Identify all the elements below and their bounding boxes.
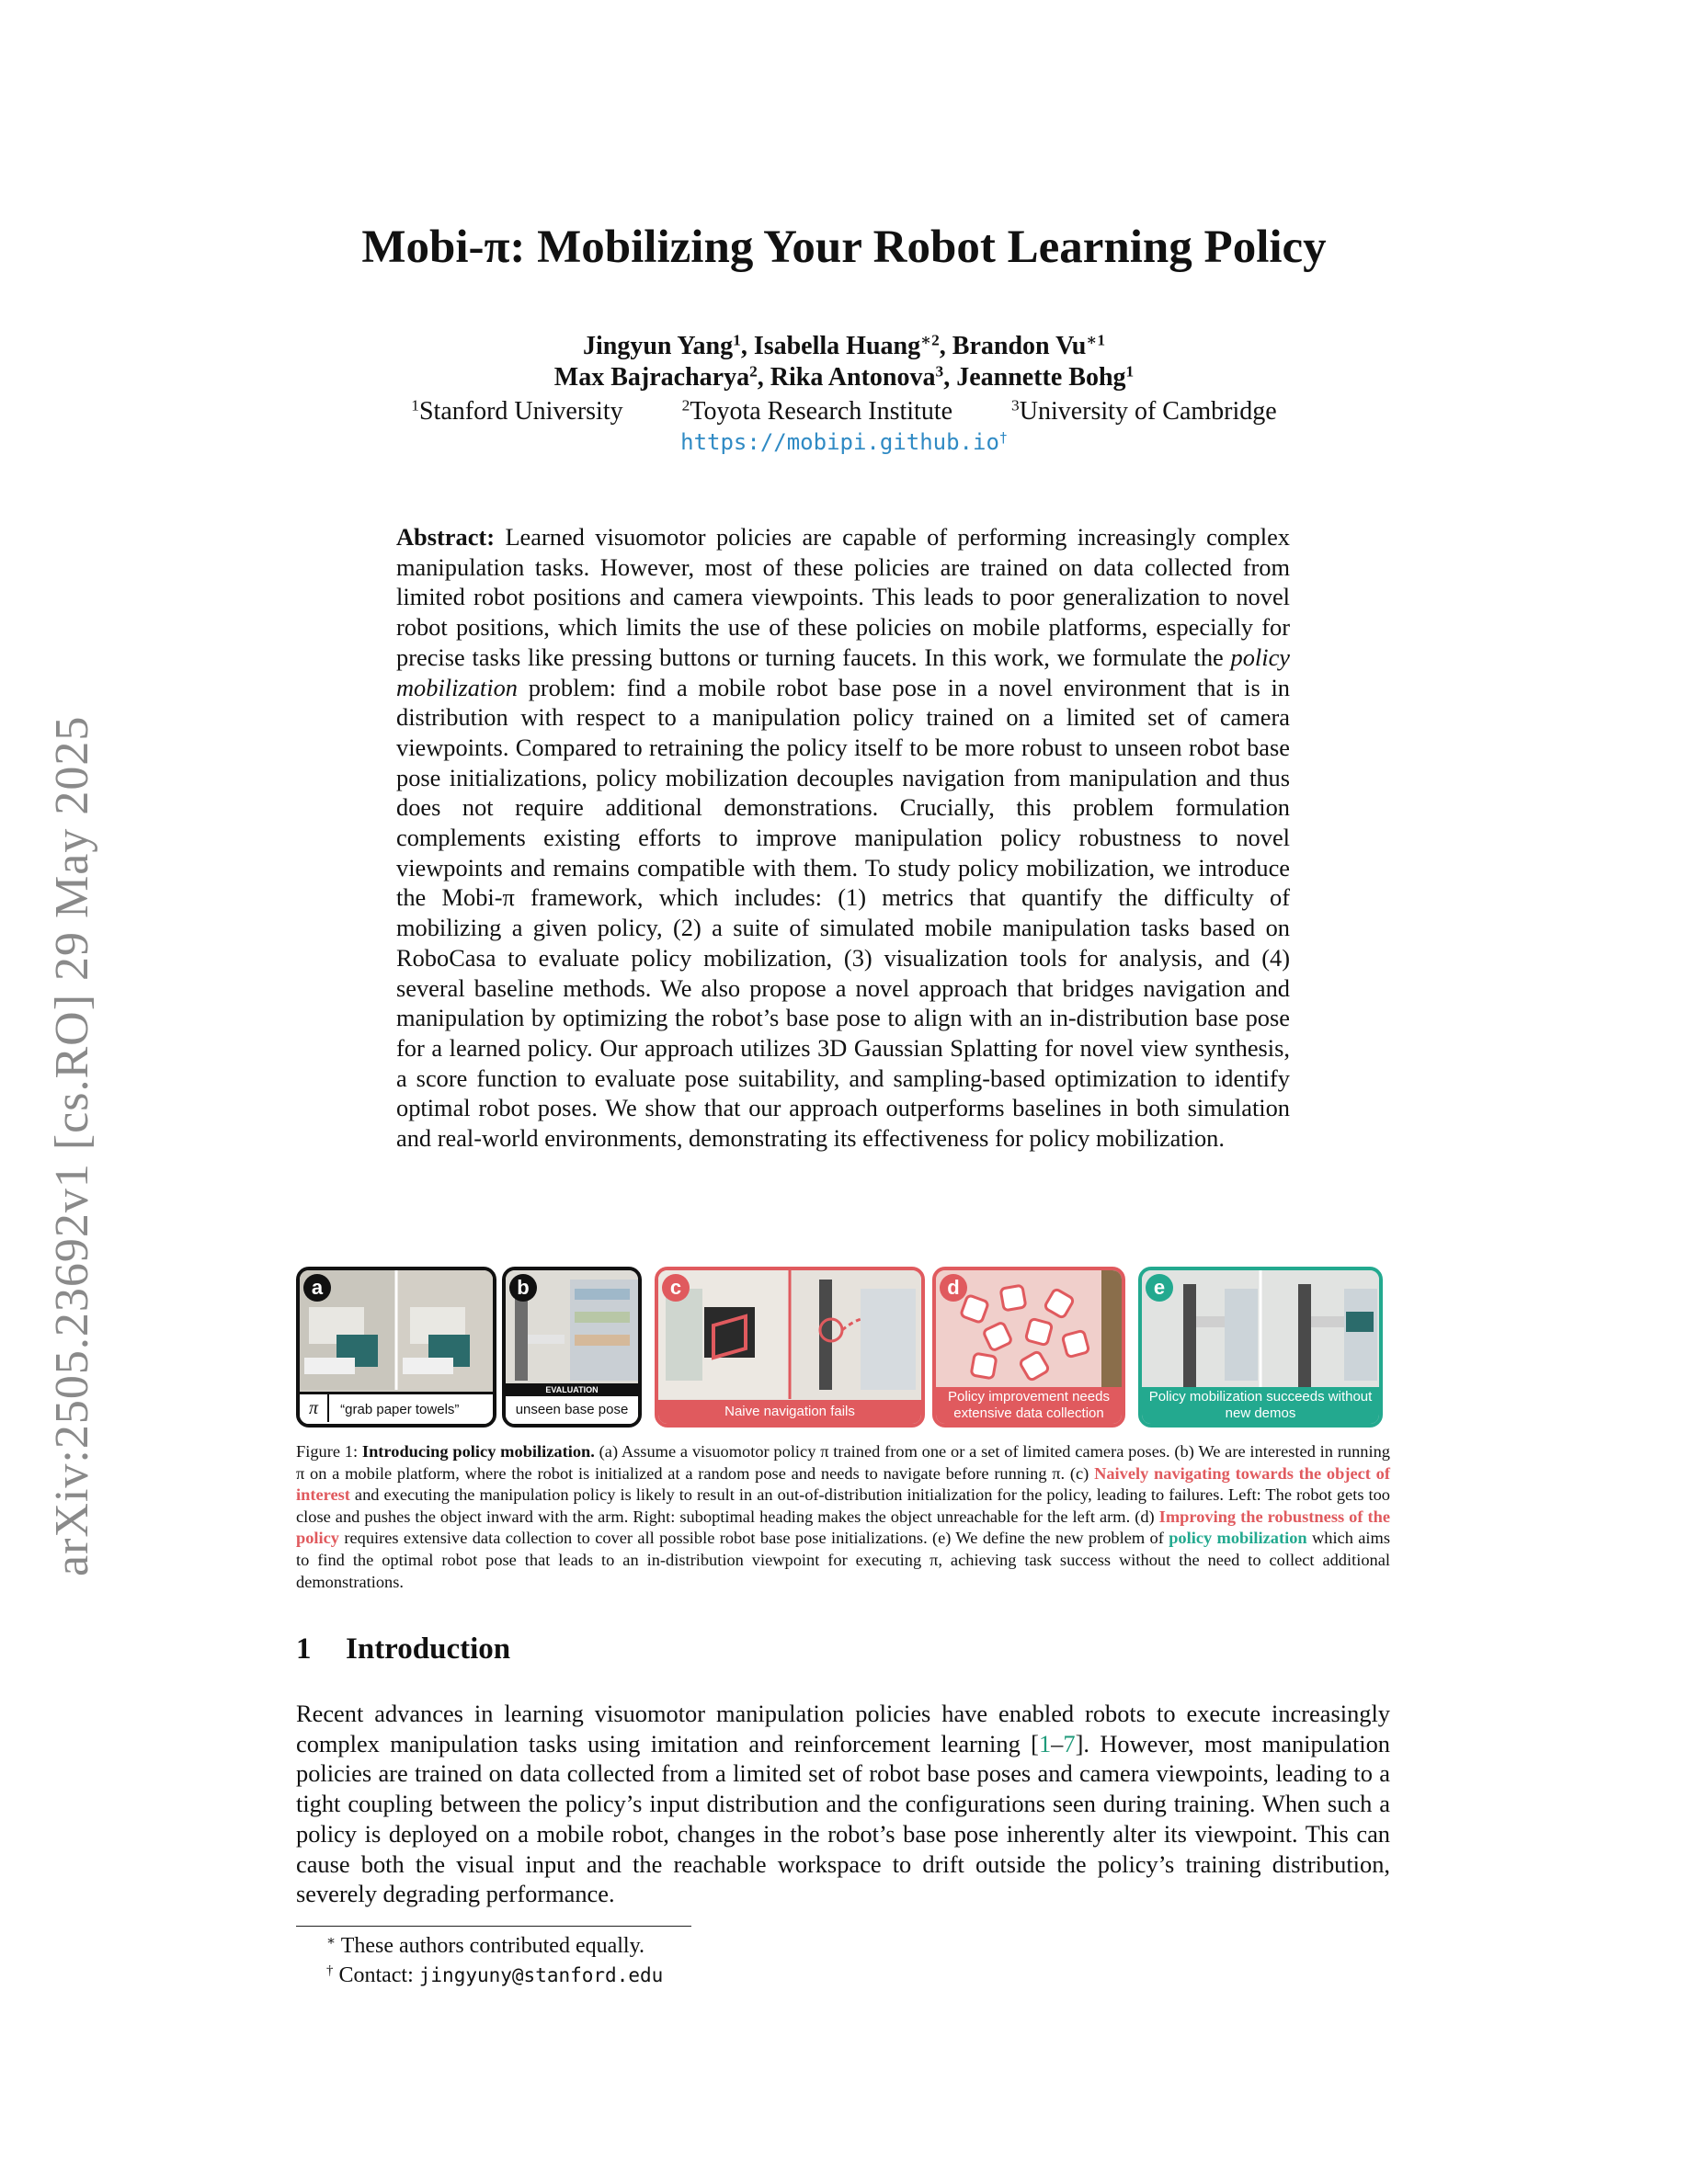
footnote-1: ∗ These authors contributed equally. [326, 1933, 645, 1958]
figure-panel-a [296, 1267, 496, 1428]
contact-email[interactable]: jingyuny@stanford.edu [418, 1964, 664, 1986]
panel-letter: e [1146, 1274, 1173, 1302]
panel-c-caption: Naive navigation fails [658, 1400, 921, 1424]
panel-letter: b [509, 1274, 537, 1302]
figure-1 [296, 1267, 1390, 1428]
section-heading [296, 1632, 510, 1666]
author-name: Brandon Vu [952, 332, 1087, 360]
figure-panel-c [655, 1267, 925, 1428]
author-line-2: Max Bajracharya$^2$, Rika Antonova$^3$, Jeannette Bohg$^1$ [553, 362, 1135, 392]
author-line-1: Jingyun Yang$^1$, Isabella Huang$^{∗2}$, Brandon $Vu^{∗1}$ [582, 331, 1106, 360]
abstract-label: Abstract: [396, 523, 495, 551]
project-link[interactable]: https://mobipi.github.io [680, 429, 999, 455]
figure-caption: Figure 1: Introducing policy mobilization. (a) Assume a visuomotor policy π trained from one or a set of limited camera poses. (b) We are interested in running π on a mobile platform, where the robot is initialized at a random pose and needs to navigate before running π. (c) Naively navigating towards the object of interest and executing the manipulation policy is likely to result in an out-of-distribution initialization for the policy, leading to failures. Left: The robot gets too close and pushes the object inward with the arm. Right: suboptimal heading makes the object unreachable for the left arm. (d) Improving the robustness of the policy requires extensive data collection to cover all possible robot base pose initializations. (e) We define the new problem of policy mobilization which aims to find the optimal robot pose that leads to an in-distribution viewpoint for executing π, achieving task success without the need to collect additional demonstrations. [296, 1442, 1391, 1591]
intro-paragraph: Recent advances in learning visuomotor manipulation policies have enabled robots to execute increasingly complex manipulation tasks using imitation and reinforcement learning [1–7]. However, most manipulation policies are trained on data collected from a limited set of robot base poses and camera viewpoints, leading to a tight coupling between the policy’s input distribution and the configurations seen during training. When such a policy is deployed on a mobile robot, changes in the robot’s base pose inherently alter its viewpoint. This can cause both the visual input and the reachable workspace to drift outside the policy’s training distribution, severely degrading performance. [296, 1700, 1390, 1908]
panel-b-tag: EVALUATION [506, 1383, 638, 1396]
affiliation: University of Cambridge [1019, 397, 1277, 426]
citation-link[interactable]: 7 [1063, 1729, 1076, 1757]
affiliations: $^1$Stanford University $^2$Toyota Research Institute $^3$University of Cambridge [411, 396, 1277, 426]
author-name: Rika Antonova [770, 363, 936, 392]
figure-panel-b [502, 1267, 642, 1428]
affiliation: Stanford University [418, 397, 623, 426]
panel-letter: c [662, 1274, 690, 1302]
author-name: Max Bajracharya [553, 363, 750, 392]
panel-d-caption: Policy improvement needs extensive data collection [936, 1387, 1122, 1424]
affiliation: Toyota Research Institute [690, 397, 953, 426]
project-url-line: https://mobipi.github.io† [680, 428, 1008, 455]
author-name: Jeannette Bohg [956, 363, 1126, 392]
panel-e-caption: Policy mobilization succeeds without new demos [1142, 1387, 1379, 1424]
author-block [0, 331, 1688, 393]
section-title: Introduction [346, 1632, 511, 1666]
panel-b-caption: unseen base pose [506, 1396, 638, 1424]
arxiv-stamp: arXiv:2505.23692v1 [cs.RO] 29 May 2025 [46, 715, 98, 1576]
citation-link[interactable]: 1 [1038, 1729, 1052, 1757]
abstract: Abstract: Learned visuomotor policies are capable of performing increasingly complex manipulation tasks. However, most of these policies are trained on data collected from limited robot positions and camera viewpoints. This leads to poor generalization to novel robot positions, which limits the use of these policies on mobile platforms, especially for precise tasks like pressing buttons or turning faucets. In this work, we formulate the policy mobilization problem: find a mobile robot base pose in a novel environment that is in distribution with respect to a manipulation policy trained on a limited set of camera viewpoints. Compared to retraining the policy itself to be more robust to unseen robot base pose initializations, policy mobilization decouples navigation from manipulation and thus does not require additional demonstrations. Crucially, this problem formulation complements existing efforts to improve manipulation policy robustness to novel viewpoints and remains compatible with them. To study policy mobilization, we introduce the Mobi-π framework, which includes: (1) metrics that quantify the difficulty of mobilizing a given policy, (2) a suite of simulated mobile manipulation tasks based on RoboCasa to evaluate policy mobilization, (3) visualization tools for analysis, and (4) several baseline methods. We also propose a novel approach that bridges navigation and manipulation by optimizing the robot’s base pose to align with an in-distribution base pose for a learned policy. Our approach utilizes 3D Gaussian Splatting for novel view synthesis, a score function to evaluate pose suitability, and sampling-based optimization to identify optimal robot poses. We show that our approach outperforms baselines in both simulation and real-world environments, demonstrating its effectiveness for policy mobilization. [396, 523, 1290, 1153]
paper-title: Mobi-π: Mobilizing Your Robot Learning Policy [361, 222, 1327, 273]
author-name: Jingyun Yang [582, 332, 734, 360]
panel-letter: a [303, 1274, 331, 1302]
panel-a-caption: π “grab paper towels” [300, 1392, 493, 1424]
panel-letter: d [940, 1274, 967, 1302]
figure-panel-d [932, 1267, 1125, 1428]
figure-panel-e [1138, 1267, 1383, 1428]
footnote-rule [296, 1926, 691, 1927]
section-number: 1 [296, 1632, 312, 1666]
author-name: Isabella Huang [753, 332, 921, 360]
footnote-2: † Contact: jingyuny@stanford.edu [326, 1962, 664, 1987]
